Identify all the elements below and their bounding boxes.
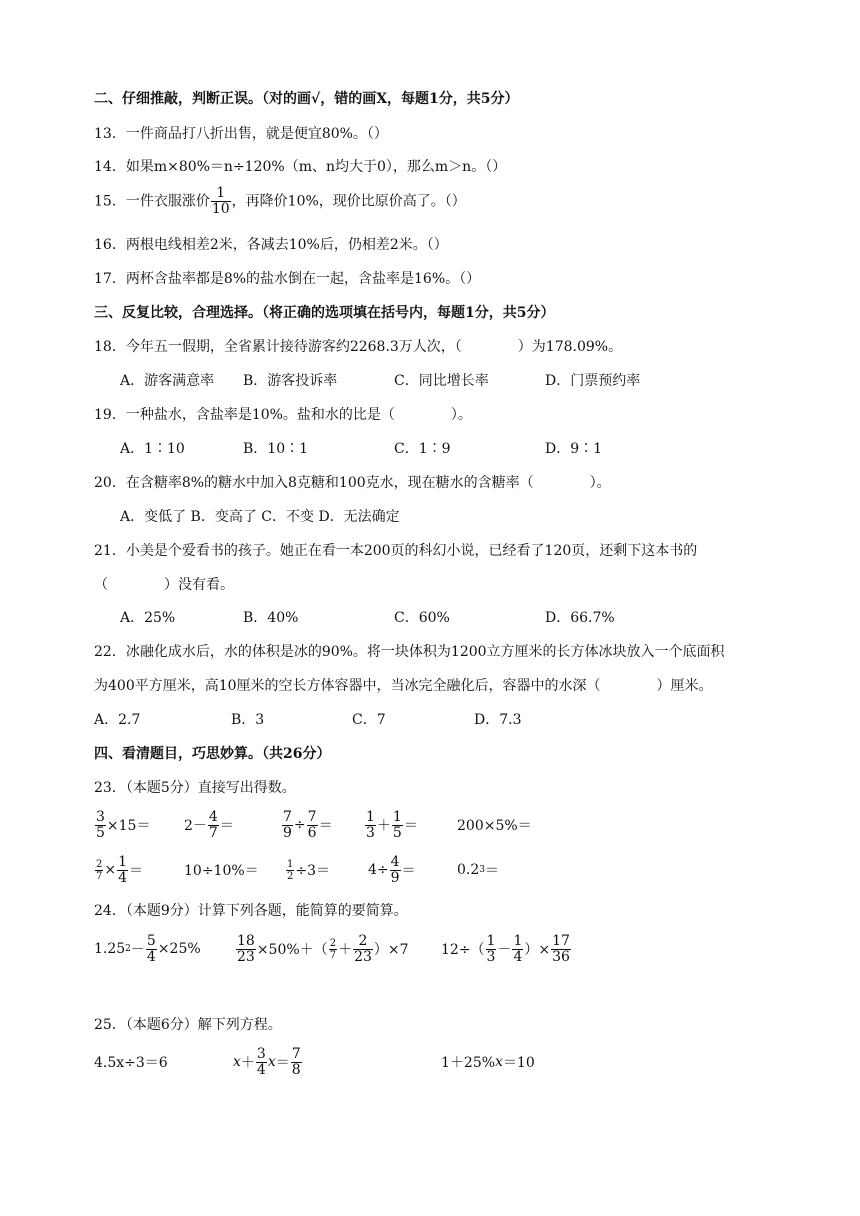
question-20: 20．在含糖率8%的糖水中加入8克糖和100克水，现在糖水的含糖率（ ）。 [94, 475, 611, 491]
calc-r1-c5: 200×5%＝ [457, 818, 532, 834]
q19-option-b: B．10∶1 [243, 441, 309, 457]
question-19: 19．一种盐水，含盐率是10%。盐和水的比是（ ）。 [94, 407, 472, 423]
q21-option-d: D．66.7% [545, 610, 615, 626]
question-23: 23．（本题5分）直接写出得数。 [94, 780, 296, 796]
q19-option-d: D．9∶1 [545, 441, 603, 457]
calc-r1-c3: $\frac{7}{9}$ ÷ $\frac{7}{6}$ ＝ [283, 808, 333, 841]
question-13: 13．一件商品打八折出售，就是便宜80%。（） [94, 126, 388, 142]
q18-option-b: B．游客投诉率 [243, 373, 338, 389]
equation-1: 4.5x÷3＝6 [94, 1055, 168, 1071]
q21-option-c: C．60% [394, 610, 450, 626]
question-16: 16．两根电线相差2米，各减去10%后，仍相差2米。（） [94, 237, 448, 253]
q15-fraction: $\frac{1}{10}$ [211, 185, 230, 217]
calc-r2-c5: 0.2 3 ＝ [457, 862, 499, 879]
q22-option-c: C．7 [352, 712, 386, 728]
calc-r1-c2: 2－ $\frac{4}{7}$ ＝ [184, 808, 234, 841]
q22-option-a: A．2.7 [94, 712, 141, 728]
section4-title: 四、看清题目，巧思妙算。（共26分） [94, 746, 331, 762]
equation-3: 1＋25% x ＝10 [441, 1054, 535, 1071]
q18-option-d: D．门票预约率 [545, 373, 641, 389]
q18-option-a: A．游客满意率 [120, 373, 215, 389]
calc-r1-c4: $\frac{1}{3}$ ＋ $\frac{1}{5}$ ＝ [366, 808, 418, 841]
question-15 [94, 186, 466, 217]
calc-r2-c2: 10÷10%＝ [184, 863, 259, 879]
calc-r2-c4: 4÷ $\frac{4}{9}$ ＝ [368, 853, 416, 886]
q15-text-b: ，再降价10%，现价比原价高了。（） [231, 193, 466, 210]
question-14: 14．如果m×80%＝n÷120%（m、n均大于0），那么m＞n。（） [94, 159, 507, 175]
q22-option-d: D．7.3 [474, 712, 522, 728]
q21-option-a: A．25% [120, 610, 176, 626]
question-17: 17．两杯含盐率都是8%的盐水倒在一起，含盐率是16%。（） [94, 271, 481, 287]
question-22-line1: 22．冰融化成水后，水的体积是冰的90%。将一块体积为1200立方厘米的长方体冰块放入一个底面积 [94, 644, 725, 660]
question-24: 24．（本题9分）计算下列各题，能简算的要简算。 [94, 903, 408, 919]
section2-title: 二、仔细推敲，判断正误。（对的画√，错的画X，每题1分，共5分） [94, 91, 519, 107]
q19-option-c: C．1∶9 [394, 441, 451, 457]
equation-2: x ＋ $\frac{3}{4}$ x ＝ $\frac{7}{8}$ [233, 1045, 301, 1078]
section3-title: 三、反复比较，合理选择。（将正确的选项填在括号内，每题1分，共5分） [94, 305, 555, 321]
q15-text-a: 15．一件衣服涨价 [94, 193, 210, 210]
question-25: 25．（本题6分）解下列方程。 [94, 1017, 282, 1033]
q22-option-b: B．3 [231, 712, 265, 728]
calc-r1-c1: $\frac{3}{5}$ ×15＝ [96, 808, 151, 841]
q19-option-a: A．1∶10 [120, 441, 185, 457]
calc-r2-c3: $\frac{1}{2}$ ÷3＝ [287, 858, 331, 882]
expr-1: 1.25 2 － $\frac{5}{4}$ ×25% [94, 932, 201, 965]
question-21-line1: 21．小美是个爱看书的孩子。她正在看一本200页的科幻小说，已经看了120页，还剩下这本书的 [94, 543, 698, 559]
expr-3: 12÷（ $\frac{1}{3}$ － $\frac{1}{4}$ ）× $\frac{17}{36}$ [441, 932, 570, 965]
q20-options: A．变低了 B．变高了 C．不变 D．无法确定 [120, 509, 400, 525]
expr-2: $\frac{18}{23}$ ×50%＋（ $\frac{2}{7}$ ＋ $\frac{2}{23}$ ）×7 [237, 932, 409, 965]
q18-option-c: C．同比增长率 [394, 373, 489, 389]
question-22-line2: 为400平方厘米，高10厘米的空长方体容器中，当冰完全融化后，容器中的水深（ ）厘米。 [94, 678, 713, 694]
calc-r2-c1: $\frac{2}{7}$ × $\frac{1}{4}$ ＝ [96, 853, 144, 886]
question-18: 18．今年五一假期，全省累计接待游客约2268.3万人次，（ ）为178.09%。 [94, 339, 623, 355]
q21-option-b: B．40% [243, 610, 299, 626]
question-21-line2: （ ）没有看。 [94, 577, 234, 593]
